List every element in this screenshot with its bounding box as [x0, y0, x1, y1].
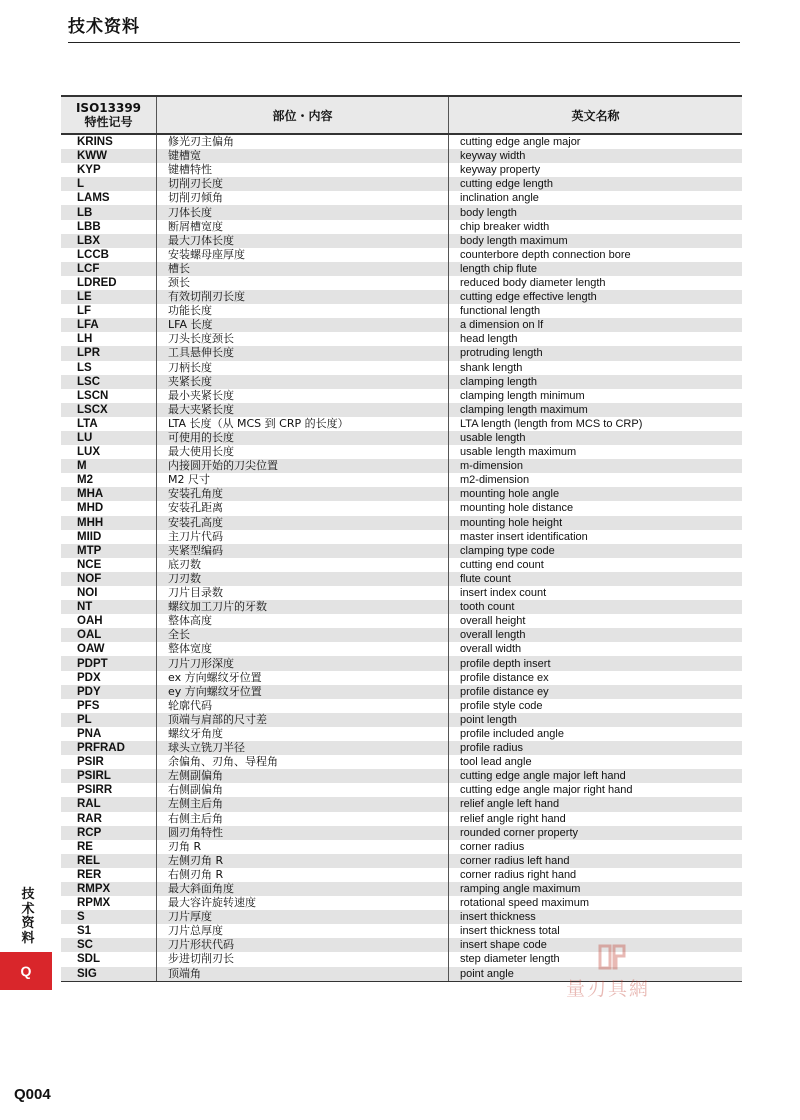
- english-name-cell: chip breaker width: [460, 220, 550, 233]
- iso-code-cell: KWW: [61, 149, 157, 163]
- english-name-cell: ramping angle maximum: [449, 882, 743, 896]
- iso-code-cell: LBB: [61, 220, 157, 234]
- chinese-description-cell: 左侧主后角: [157, 797, 449, 811]
- table-row: [61, 473, 742, 487]
- chinese-description-cell: 键槽宽: [157, 149, 449, 163]
- watermark-text: 量刃具網: [566, 978, 651, 1000]
- english-name-cell: profile style code: [460, 699, 543, 712]
- table-row: [61, 642, 742, 656]
- table-row: [61, 812, 742, 826]
- table-row: [61, 361, 742, 375]
- iso-code-table: [61, 95, 742, 982]
- section-side-label: [19, 888, 37, 946]
- iso-code-cell: PL: [61, 713, 157, 727]
- chinese-description-cell: 刃角 R: [157, 840, 449, 854]
- table-row: [61, 262, 742, 276]
- table-row: [61, 600, 742, 614]
- english-name-cell: usable length: [449, 431, 743, 445]
- iso-code-cell: RCP: [61, 826, 157, 840]
- english-name-cell: step diameter length: [460, 953, 560, 966]
- table-row: [61, 783, 742, 797]
- chinese-description-cell: 切削刃长度: [157, 177, 449, 191]
- iso-code-cell: LH: [61, 332, 157, 346]
- chinese-description-cell: 工具悬伸长度: [157, 346, 449, 360]
- english-name-cell: relief angle right hand: [460, 812, 566, 825]
- chinese-description-cell: 右侧刃角 R: [157, 868, 449, 882]
- chinese-description-cell: 顶端角: [157, 967, 449, 982]
- chinese-description-cell: 螺纹牙角度: [157, 727, 449, 741]
- chinese-description-cell: 槽长: [157, 262, 449, 276]
- table-row: [61, 191, 742, 205]
- chinese-description-cell: LFA 长度: [157, 318, 449, 332]
- chinese-description-cell: 断屑槽宽度: [157, 220, 449, 234]
- chinese-description-cell: 右侧主后角: [157, 812, 449, 826]
- table-row: [61, 910, 742, 924]
- table-row: [61, 840, 742, 854]
- table-row: [61, 332, 742, 346]
- iso-code-cell: L: [61, 177, 157, 191]
- iso-code-cell: RPMX: [61, 896, 157, 910]
- page-header: [68, 14, 740, 43]
- table-row: [61, 854, 742, 868]
- chinese-description-cell: 刀头长度颈长: [157, 332, 449, 346]
- table-row: [61, 516, 742, 530]
- table-row: [61, 290, 742, 304]
- iso-code-cell: LCF: [61, 262, 157, 276]
- iso-code-cell: S: [61, 910, 157, 924]
- iso-code-cell: PDY: [61, 685, 157, 699]
- table-row: [61, 431, 742, 445]
- english-name-cell: tool lead angle: [460, 756, 532, 769]
- table-row: [61, 671, 742, 685]
- english-name-cell: cutting edge angle major right hand: [460, 784, 633, 797]
- chinese-description-cell: 刀片厚度: [157, 910, 449, 924]
- chinese-description-cell: 刀片形状代码: [157, 938, 449, 952]
- chinese-description-cell: 螺纹加工刀片的牙数: [157, 600, 449, 614]
- table-row: [61, 445, 742, 459]
- chinese-description-cell: 刀片刀形深度: [157, 656, 449, 670]
- page-title: 技术资料: [68, 17, 140, 37]
- english-name-cell: point length: [449, 713, 743, 727]
- iso-code-cell: MHA: [61, 487, 157, 501]
- english-name-cell: insert thickness: [449, 910, 743, 924]
- table-row: [61, 896, 742, 910]
- english-name-cell: usable length maximum: [460, 446, 577, 459]
- chinese-description-cell: 右侧副偏角: [157, 783, 449, 797]
- table-row: [61, 318, 742, 332]
- chinese-description-cell: 最大刀体长度: [157, 234, 449, 248]
- english-name-cell: master insert identification: [460, 530, 588, 543]
- table-row: [61, 304, 742, 318]
- iso-code-table-container: [61, 95, 740, 982]
- iso-code-cell: S1: [61, 924, 157, 938]
- chinese-description-cell: 刀片总厚度: [157, 924, 449, 938]
- table-row: [61, 234, 742, 248]
- chinese-description-cell: 内接圆开始的刀尖位置: [157, 459, 449, 473]
- iso-code-cell: LTA: [61, 417, 157, 431]
- table-row: [61, 685, 742, 699]
- english-name-cell: profile distance ey: [449, 685, 743, 699]
- english-name-cell: clamping length minimum: [460, 389, 585, 402]
- table-row: [61, 727, 742, 741]
- chinese-description-cell: 刀刃数: [157, 572, 449, 586]
- table-row: [61, 924, 742, 938]
- english-name-cell: reduced body diameter length: [460, 276, 606, 289]
- chinese-description-cell: 安装孔高度: [157, 516, 449, 530]
- iso-code-cell: LFA: [61, 318, 157, 332]
- table-row: [61, 248, 742, 262]
- iso-code-cell: NOF: [61, 572, 157, 586]
- column-header-code-text: ISO13399 特性记号: [75, 101, 142, 129]
- chinese-description-cell: 切削刃倾角: [157, 191, 449, 205]
- iso-code-cell: KYP: [61, 163, 157, 177]
- table-row: [61, 967, 742, 982]
- iso-code-cell: PSIR: [61, 755, 157, 769]
- english-name-cell: insert shape code: [449, 938, 743, 952]
- iso-code-cell: KRINS: [61, 134, 157, 149]
- english-name-cell: flute count: [449, 572, 743, 586]
- table-row: [61, 868, 742, 882]
- table-row: [61, 952, 742, 966]
- iso-code-cell: SIG: [61, 967, 157, 982]
- iso-code-cell: MTP: [61, 544, 157, 558]
- iso-code-cell: PDX: [61, 671, 157, 685]
- chinese-description-cell: 全长: [157, 628, 449, 642]
- iso-code-cell: LE: [61, 290, 157, 304]
- iso-code-cell: NOI: [61, 586, 157, 600]
- english-name-cell: LTA length (length from MCS to CRP): [460, 417, 643, 430]
- english-name-cell: shank length: [460, 361, 523, 374]
- table-row: [61, 134, 742, 149]
- iso-code-cell: SDL: [61, 952, 157, 966]
- table-row: [61, 699, 742, 713]
- iso-code-cell: MHD: [61, 501, 157, 515]
- chinese-description-cell: 最大夹紧长度: [157, 403, 449, 417]
- iso-code-cell: OAL: [61, 628, 157, 642]
- english-name-cell: head length: [460, 333, 518, 346]
- english-name-cell: insert index count: [460, 587, 547, 600]
- table-row: [61, 487, 742, 501]
- table-row: [61, 938, 742, 952]
- english-name-cell: corner radius: [460, 840, 525, 853]
- page-number: Q004: [14, 1086, 51, 1103]
- iso-code-cell: MIID: [61, 530, 157, 544]
- table-row: [61, 544, 742, 558]
- section-side-label-text: 技 术 资 料: [21, 887, 35, 946]
- iso-code-cell: LSC: [61, 375, 157, 389]
- iso-code-cell: LAMS: [61, 191, 157, 205]
- chinese-description-cell: LTA 长度（从 MCS 到 CRP 的长度）: [157, 417, 449, 431]
- english-name-cell: body length maximum: [449, 234, 743, 248]
- iso-code-cell: RMPX: [61, 882, 157, 896]
- table-row: [61, 501, 742, 515]
- iso-code-cell: REL: [61, 854, 157, 868]
- table-row: [61, 530, 742, 544]
- english-name-cell: counterbore depth connection bore: [460, 248, 631, 261]
- table-row: [61, 572, 742, 586]
- column-header-english: 英文名称: [449, 96, 743, 134]
- english-name-cell: a dimension on lf: [449, 318, 743, 332]
- table-row: [61, 417, 742, 431]
- english-name-cell: functional length: [460, 305, 541, 318]
- chinese-description-cell: 可使用的长度: [157, 431, 449, 445]
- english-name-cell: clamping length maximum: [449, 403, 743, 417]
- chinese-description-cell: 最大容许旋转速度: [157, 896, 449, 910]
- english-name-cell: profile included angle: [460, 727, 564, 740]
- english-name-cell: mounting hole angle: [449, 487, 743, 501]
- table-row: [61, 375, 742, 389]
- chinese-description-cell: 整体宽度: [157, 642, 449, 656]
- english-name-cell: cutting edge angle major left hand: [449, 769, 743, 783]
- chinese-description-cell: 安装孔角度: [157, 487, 449, 501]
- section-tab[interactable]: [0, 952, 52, 990]
- english-name-cell: cutting end count: [460, 558, 544, 571]
- chinese-description-cell: 安装孔距离: [157, 501, 449, 515]
- table-row: [61, 205, 742, 219]
- table-body: [61, 134, 742, 981]
- english-name-cell: rounded corner property: [449, 826, 743, 840]
- chinese-description-cell: 键槽特性: [157, 163, 449, 177]
- english-name-cell: relief angle left hand: [449, 797, 743, 811]
- table-row: [61, 769, 742, 783]
- chinese-description-cell: 左侧刃角 R: [157, 854, 449, 868]
- iso-code-cell: OAH: [61, 614, 157, 628]
- english-name-cell: point angle: [449, 967, 743, 982]
- english-name-cell: protruding length: [449, 346, 743, 360]
- chinese-description-cell: 最小夹紧长度: [157, 389, 449, 403]
- iso-code-cell: LBX: [61, 234, 157, 248]
- table-row: [61, 755, 742, 769]
- chinese-description-cell: 左侧副偏角: [157, 769, 449, 783]
- chinese-description-cell: M2 尺寸: [157, 473, 449, 487]
- iso-code-cell: PRFRAD: [61, 741, 157, 755]
- table-row: [61, 346, 742, 360]
- table-row: [61, 586, 742, 600]
- table-row: [61, 797, 742, 811]
- english-name-cell: overall height: [460, 615, 526, 628]
- chinese-description-cell: 顶端与肩部的尺寸差: [157, 713, 449, 727]
- english-name-cell: tooth count: [449, 600, 743, 614]
- iso-code-cell: LSCN: [61, 389, 157, 403]
- table-row: [61, 149, 742, 163]
- english-name-cell: corner radius left hand: [449, 854, 743, 868]
- iso-code-cell: LS: [61, 361, 157, 375]
- iso-code-cell: LDRED: [61, 276, 157, 290]
- iso-code-cell: LU: [61, 431, 157, 445]
- english-name-cell: profile radius: [449, 741, 743, 755]
- iso-code-cell: MHH: [61, 516, 157, 530]
- section-tab-letter: Q: [20, 963, 32, 979]
- chinese-description-cell: 最大斜面角度: [157, 882, 449, 896]
- iso-code-cell: NT: [61, 600, 157, 614]
- chinese-description-cell: 颈长: [157, 276, 449, 290]
- table-row: [61, 656, 742, 670]
- chinese-description-cell: 刀体长度: [157, 205, 449, 219]
- english-name-cell: m2-dimension: [460, 474, 530, 487]
- iso-code-cell: RAL: [61, 797, 157, 811]
- english-name-cell: m-dimension: [449, 459, 743, 473]
- english-name-cell: clamping length: [449, 375, 743, 389]
- english-name-cell: inclination angle: [460, 192, 539, 205]
- chinese-description-cell: 夹紧长度: [157, 375, 449, 389]
- iso-code-cell: NCE: [61, 558, 157, 572]
- table-row: [61, 558, 742, 572]
- iso-code-cell: LB: [61, 205, 157, 219]
- chinese-description-cell: 安装螺母座厚度: [157, 248, 449, 262]
- english-name-cell: keyway width: [449, 149, 743, 163]
- chinese-description-cell: 修光刃主偏角: [157, 134, 449, 149]
- iso-code-cell: M: [61, 459, 157, 473]
- chinese-description-cell: 整体高度: [157, 614, 449, 628]
- table-row: [61, 882, 742, 896]
- english-name-cell: cutting edge angle major: [460, 136, 581, 149]
- iso-code-cell: SC: [61, 938, 157, 952]
- table-row: [61, 713, 742, 727]
- iso-code-cell: LF: [61, 304, 157, 318]
- english-name-cell: clamping type code: [449, 544, 743, 558]
- iso-code-cell: LCCB: [61, 248, 157, 262]
- chinese-description-cell: 球头立铣刀半径: [157, 741, 449, 755]
- english-name-cell: length chip flute: [449, 262, 743, 276]
- iso-code-cell: OAW: [61, 642, 157, 656]
- english-name-cell: keyway property: [460, 164, 541, 177]
- english-name-cell: body length: [449, 205, 743, 219]
- chinese-description-cell: ex 方向螺纹牙位置: [157, 671, 449, 685]
- chinese-description-cell: 最大使用长度: [157, 445, 449, 459]
- table-header-row: [61, 96, 742, 134]
- iso-code-cell: LSCX: [61, 403, 157, 417]
- chinese-description-cell: 圆刃角特性: [157, 826, 449, 840]
- iso-code-cell: LPR: [61, 346, 157, 360]
- english-name-cell: profile distance ex: [460, 671, 549, 684]
- table-row: [61, 459, 742, 473]
- column-header-content: 部位・内容: [157, 96, 449, 134]
- chinese-description-cell: 夹紧型编码: [157, 544, 449, 558]
- english-name-cell: cutting edge length: [449, 177, 743, 191]
- table-row: [61, 628, 742, 642]
- table-row: [61, 614, 742, 628]
- iso-code-cell: PDPT: [61, 656, 157, 670]
- english-name-cell: rotational speed maximum: [460, 897, 590, 910]
- chinese-description-cell: 主刀片代码: [157, 530, 449, 544]
- table-row: [61, 177, 742, 191]
- chinese-description-cell: 底刃数: [157, 558, 449, 572]
- chinese-description-cell: 刀柄长度: [157, 361, 449, 375]
- chinese-description-cell: 刀片目录数: [157, 586, 449, 600]
- iso-code-cell: PNA: [61, 727, 157, 741]
- iso-code-cell: PSIRL: [61, 769, 157, 783]
- iso-code-cell: M2: [61, 473, 157, 487]
- iso-code-cell: RE: [61, 840, 157, 854]
- iso-code-cell: LUX: [61, 445, 157, 459]
- chinese-description-cell: 余偏角、刃角、导程角: [157, 755, 449, 769]
- english-name-cell: mounting hole distance: [460, 502, 574, 515]
- english-name-cell: mounting hole height: [449, 516, 743, 530]
- english-name-cell: overall length: [449, 628, 743, 642]
- table-row: [61, 403, 742, 417]
- chinese-description-cell: 功能长度: [157, 304, 449, 318]
- chinese-description-cell: 有效切削刃长度: [157, 290, 449, 304]
- chinese-description-cell: 轮廓代码: [157, 699, 449, 713]
- table-row: [61, 220, 742, 234]
- column-header-code: [61, 96, 157, 134]
- iso-code-cell: PSIRR: [61, 783, 157, 797]
- english-name-cell: profile depth insert: [449, 656, 743, 670]
- iso-code-cell: RER: [61, 868, 157, 882]
- english-name-cell: insert thickness total: [460, 925, 560, 938]
- english-name-cell: overall width: [460, 643, 522, 656]
- english-name-cell: cutting edge effective length: [449, 290, 743, 304]
- table-row: [61, 276, 742, 290]
- table-row: [61, 389, 742, 403]
- table-row: [61, 163, 742, 177]
- table-row: [61, 741, 742, 755]
- chinese-description-cell: 步进切削刃长: [157, 952, 449, 966]
- iso-code-cell: RAR: [61, 812, 157, 826]
- chinese-description-cell: ey 方向螺纹牙位置: [157, 685, 449, 699]
- english-name-cell: corner radius right hand: [460, 868, 577, 881]
- table-row: [61, 826, 742, 840]
- iso-code-cell: PFS: [61, 699, 157, 713]
